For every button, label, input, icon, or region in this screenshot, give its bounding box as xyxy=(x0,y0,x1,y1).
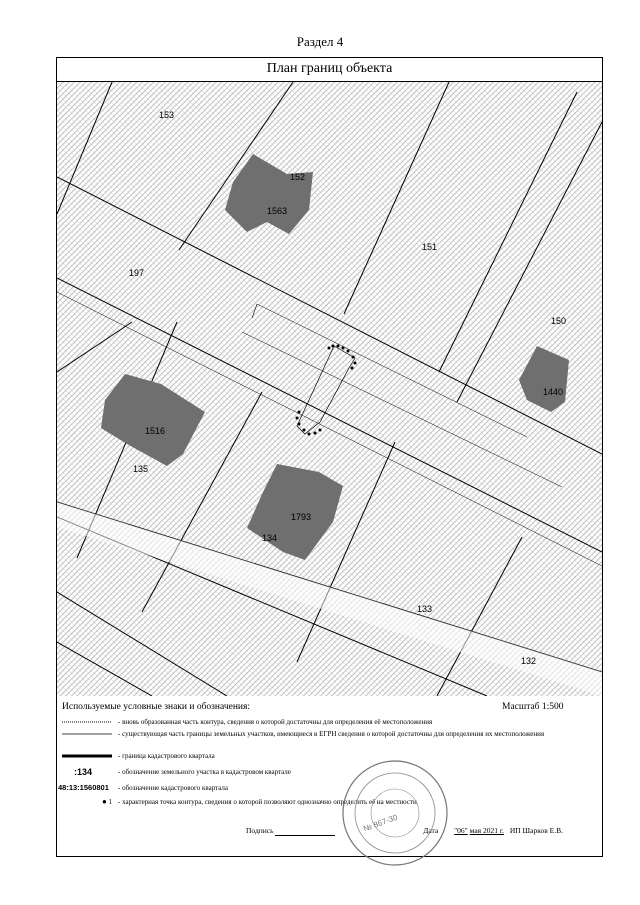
parcel-label: 1440 xyxy=(543,387,564,397)
parcel-label: 150 xyxy=(551,316,567,326)
section-title: Раздел 4 xyxy=(296,34,344,49)
parcel-label: 152 xyxy=(290,172,306,182)
legend-title: Используемые условные знаки и обозначения: xyxy=(62,702,251,712)
boundary-map xyxy=(57,82,602,696)
parcel-label: 1516 xyxy=(145,426,166,436)
parcel-label: 133 xyxy=(417,604,433,614)
signature-label: Подпись xyxy=(246,826,274,835)
svg-text:№ 867-30: № 867-30 xyxy=(362,812,399,834)
parcel-label: 197 xyxy=(129,268,145,278)
parcel-label: 132 xyxy=(521,656,537,666)
date-prefix: Дата xyxy=(423,826,439,835)
date-month-year: мая 2021 г. xyxy=(469,826,504,835)
parcel-label: 1793 xyxy=(291,512,312,522)
signer-name: ИП Шарков Е.В. xyxy=(509,826,563,835)
thick-line-symbol xyxy=(62,753,114,759)
parcel-label: 134 xyxy=(262,533,278,543)
plan-title: План границ объекта xyxy=(56,57,603,82)
signature-line xyxy=(275,826,335,836)
date-day: "06" xyxy=(454,826,468,835)
parcel-label: 151 xyxy=(422,242,438,252)
thin-line-symbol xyxy=(62,731,114,737)
parcel-label: 153 xyxy=(159,110,175,120)
parcel-label: 1563 xyxy=(267,206,288,216)
seal-stamp xyxy=(340,758,450,868)
scale-label: Масштаб 1:500 xyxy=(502,702,564,712)
parcel-label: 135 xyxy=(133,464,149,474)
point-symbol: ● xyxy=(102,797,107,806)
dotted-line-symbol xyxy=(62,719,114,725)
map-canvas xyxy=(57,82,602,696)
